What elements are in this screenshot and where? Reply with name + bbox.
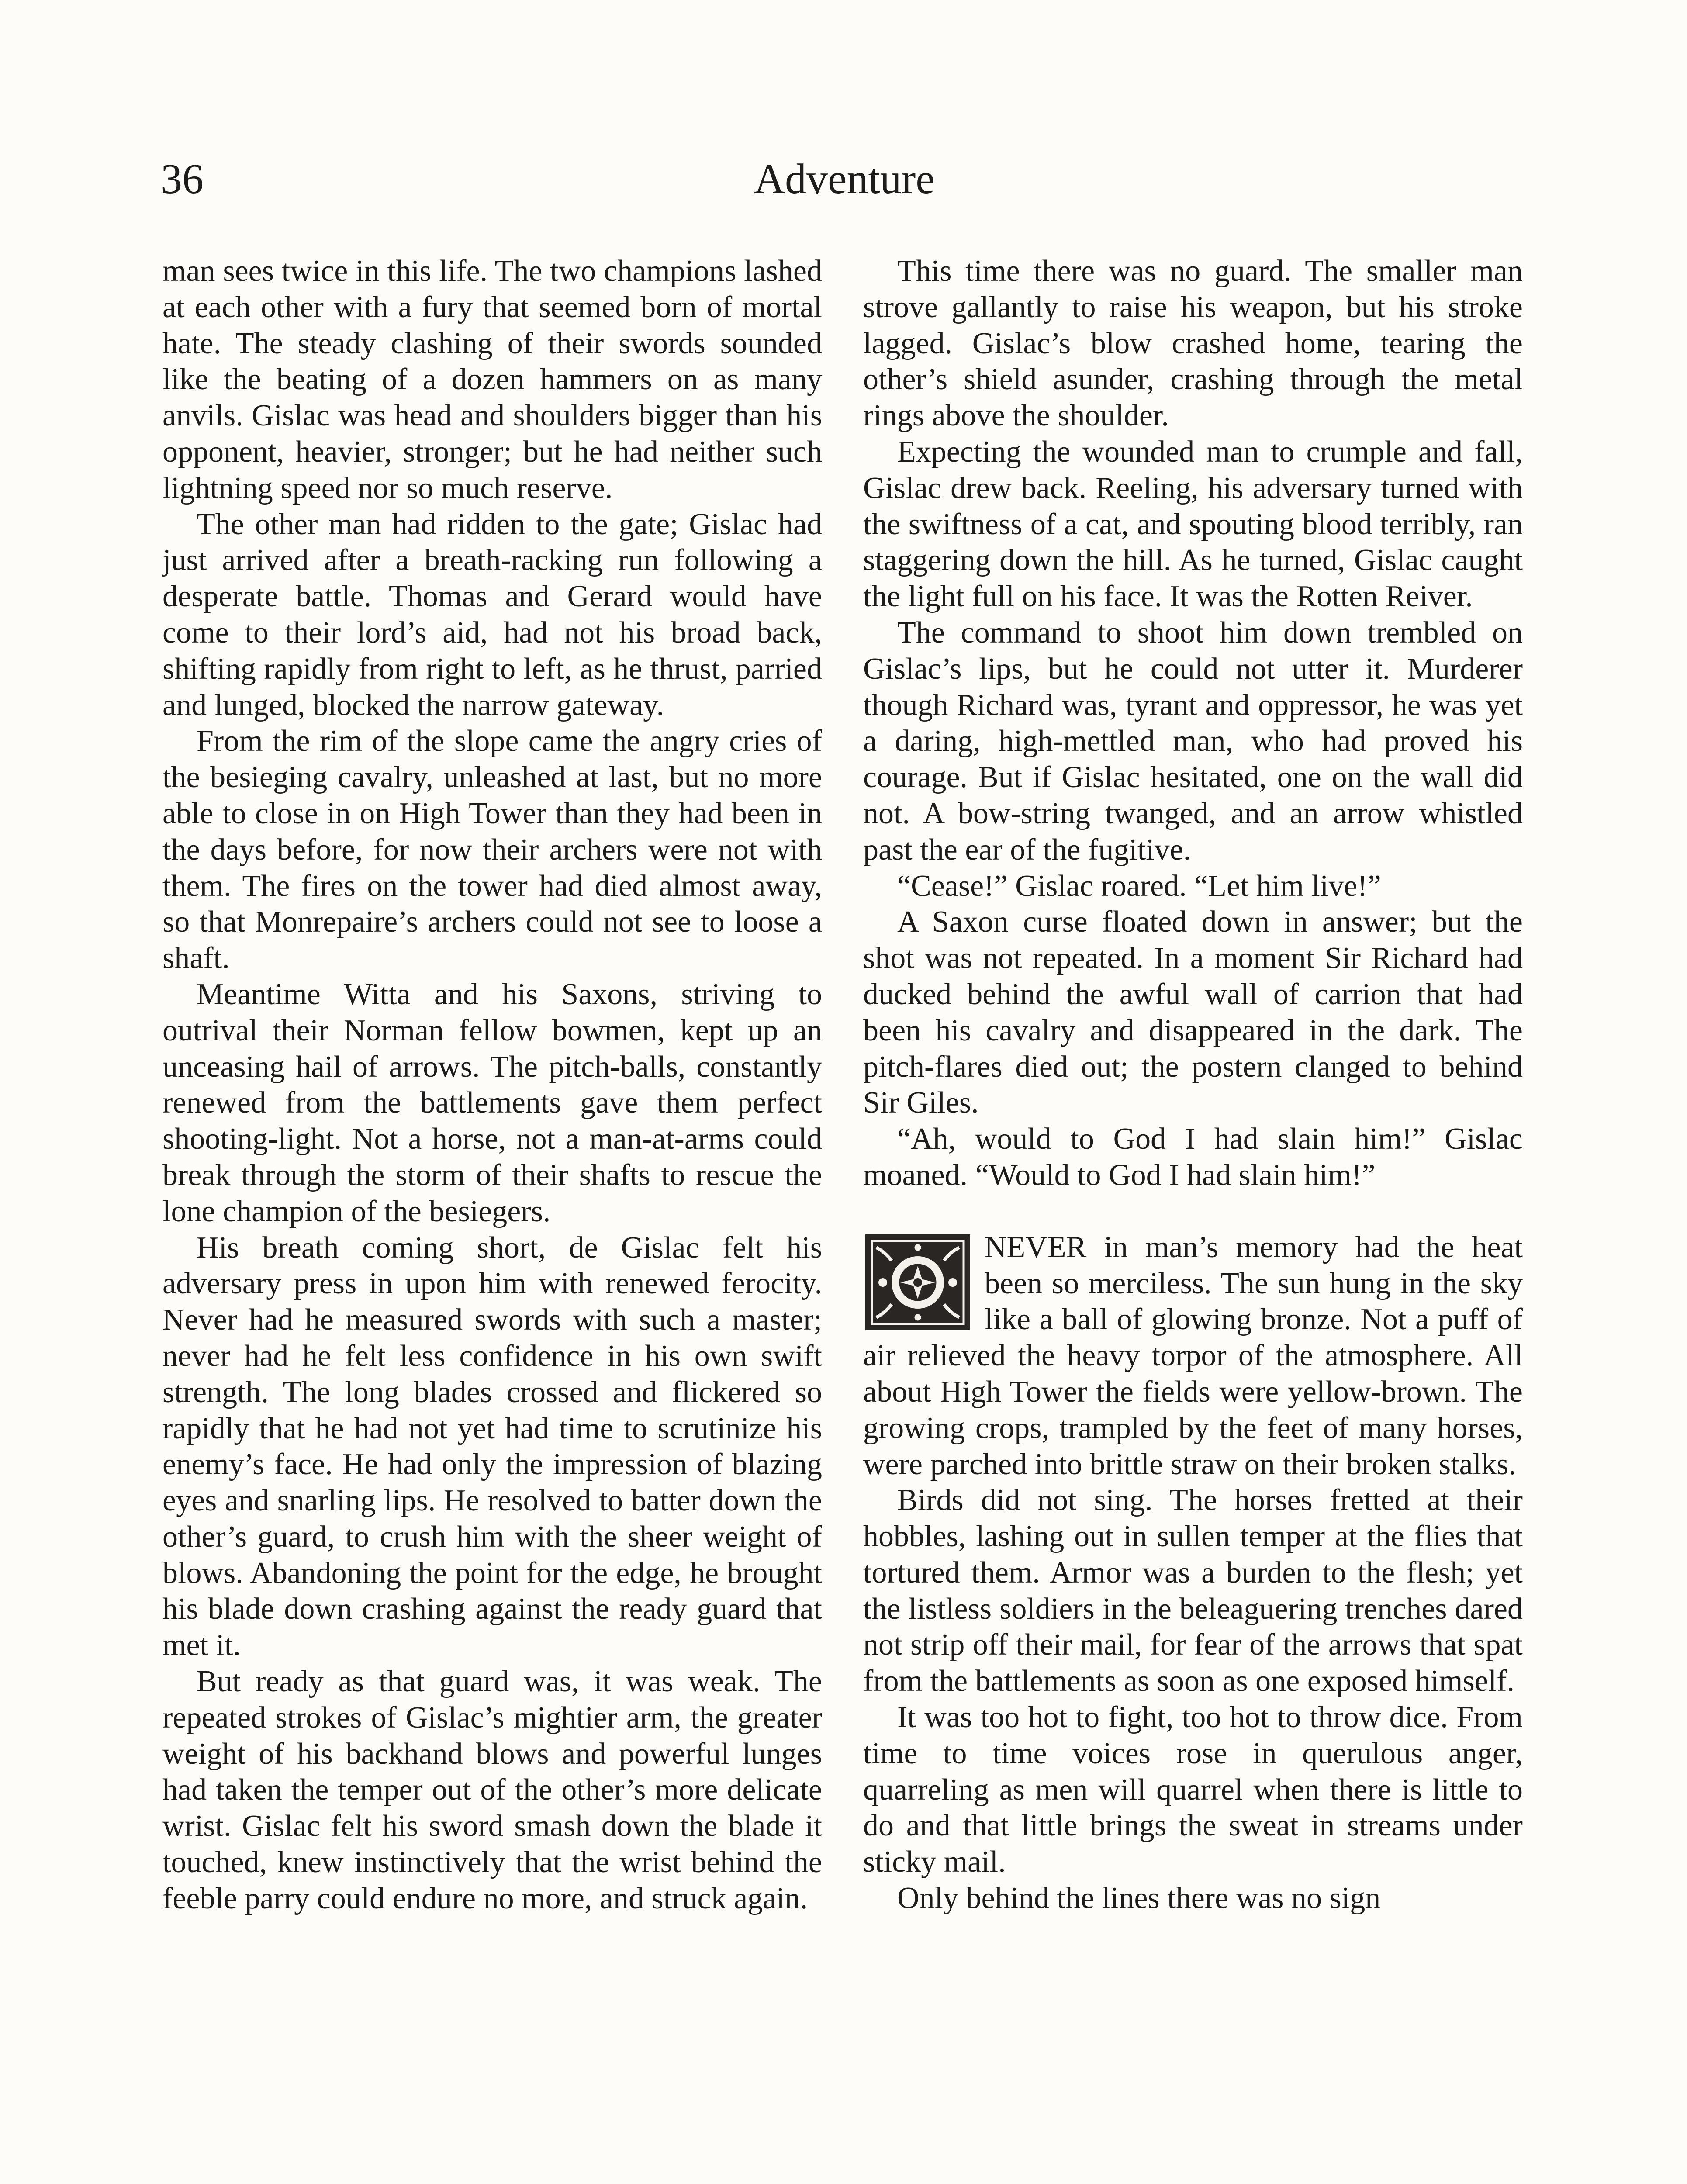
paragraph: Meantime Witta and his Saxons, striving to outrival their Norman fellow bowmen, kept up an unceasing hail of arrows. The pitch-balls, constantly renewed from the battlements gave them perfect shooting-light. Not a horse, not a man-at-arms could break through the storm of their shafts to rescue the lone champion of the besiegers. — [162, 977, 822, 1228]
left-column — [162, 253, 822, 1917]
paragraph: His breath coming short, de Gislac felt his adversary press in upon him with renewed ferocity. Never had he measured swords with such a master; never had he felt less confidence in his own swift strength. The long blades crossed and flickered so rapidly that he had not yet had time to scrutinize his enemy’s face. He had only the impression of blazing eyes and snarling lips. He resolved to batter down the other’s guard, to crush him with the sheer weight of blows. Abandoning the point for the edge, he brought his blade down crashing against the ready guard that met it. — [162, 1230, 822, 1662]
paragraph: “Ah, would to God I had slain him!” Gislac moaned. “Would to God I had slain him!” — [863, 1122, 1523, 1192]
paragraph: Only behind the lines there was no sign — [897, 1881, 1381, 1915]
paragraph: A Saxon curse floated down in answer; but the shot was not repeated. In a moment Sir Richard had ducked behind the awful wall of carrion that had been his cavalry and disappeared in the dark. The pitch-flares died out; the postern clanged to behind Sir Giles. — [863, 905, 1523, 1120]
paragraph: The command to shoot him down trembled on Gislac’s lips, but he could not utter it. Murderer though Richard was, tyrant and oppressor, he was yet a daring, high-mettled man, who had proved his courage. But if Gislac hesitated, one on the wall did not. A bow-string twanged, and an arrow whistled past the ear of the fugitive. — [863, 615, 1523, 867]
paragraph: It was too hot to fight, too hot to throw dice. From time to time voices rose in querulous anger, quarreling as men will quarrel when there is little to do and that little brings the sweat in streams under sticky mail. — [863, 1700, 1523, 1879]
paragraph: This time there was no guard. The smaller man strove gallantly to raise his weapon, but his stroke lagged. Gislac’s blow crashed home, tearing the other’s shield asunder, crashing through the metal rings above the shoulder. — [863, 254, 1523, 433]
page-number: 36 — [161, 156, 204, 203]
ornament-icon — [863, 1232, 972, 1333]
paragraph: “Cease!” Gislac roared. “Let him live!” — [897, 869, 1381, 903]
paragraph: man sees twice in this life. The two champions lashed at each other with a fury that seemed born of mortal hate. The steady clashing of their swords sounded like the beating of a dozen hammers on as many anvils. Gislac was head and shoulders bigger than his opponent, heavier, stronger; but he had neither such lightning speed nor so much reserve. — [162, 254, 822, 505]
paragraph: Expecting the wounded man to crumple and fall, Gislac drew back. Reeling, his adversary turned with the swiftness of a cat, and spouting blood terribly, ran staggering down the hill. As he turned, Gislac caught the light full on his face. It was the Rotten Reiver. — [863, 435, 1523, 614]
paragraph: The other man had ridden to the gate; Gislac had just arrived after a breath-racking run following a desperate battle. Thomas and Gerard would have come to their lord’s aid, had not his broad back, shifting rapidly from right to left, as he thrust, parried and lunged, blocked the narrow gateway. — [162, 507, 822, 722]
paragraph: But ready as that guard was, it was weak. The repeated strokes of Gislac’s mightier arm, the greater weight of his backhand blows and powerful lunges had taken the temper out of the other’s more delicate wrist. Gislac felt his sword smash down the blade it touched, knew instinctively that the wrist behind the feeble parry could endure no more, and struck again. — [162, 1665, 822, 1915]
page-header — [161, 149, 1528, 210]
paragraph: Birds did not sing. The horses fretted at their hobbles, lashing out in sullen temper at the flies that tortured them. Armor was a burden to the flesh; yet the listless soldiers in the beleaguering trenches dared not strip off their mail, for fear of the arrows that spat from the battlements as soon as one exposed himself. — [863, 1483, 1523, 1698]
section-break — [863, 1194, 1523, 1230]
right-column — [863, 253, 1523, 1917]
paragraph: From the rim of the slope came the angry cries of the besieging cavalry, unleashed at last, but no more able to close in on High Tower than they had been in the days before, for now their archers were not with them. The fires on the tower had died almost away, so that Monrepaire’s archers could not see to loose a shaft. — [162, 724, 822, 975]
paragraph: NEVER in man’s memory had the heat been so merciless. The sun hung in the sky like a ball of glowing bronze. Not a puff of air relieved the heavy torpor of the atmosphere. All about High Tower the fields were yellow-brown. The growing crops, trampled by the feet of many horses, were parched into brittle straw on their broken stalks. — [863, 1230, 1523, 1481]
running-title: Adventure — [754, 156, 935, 203]
